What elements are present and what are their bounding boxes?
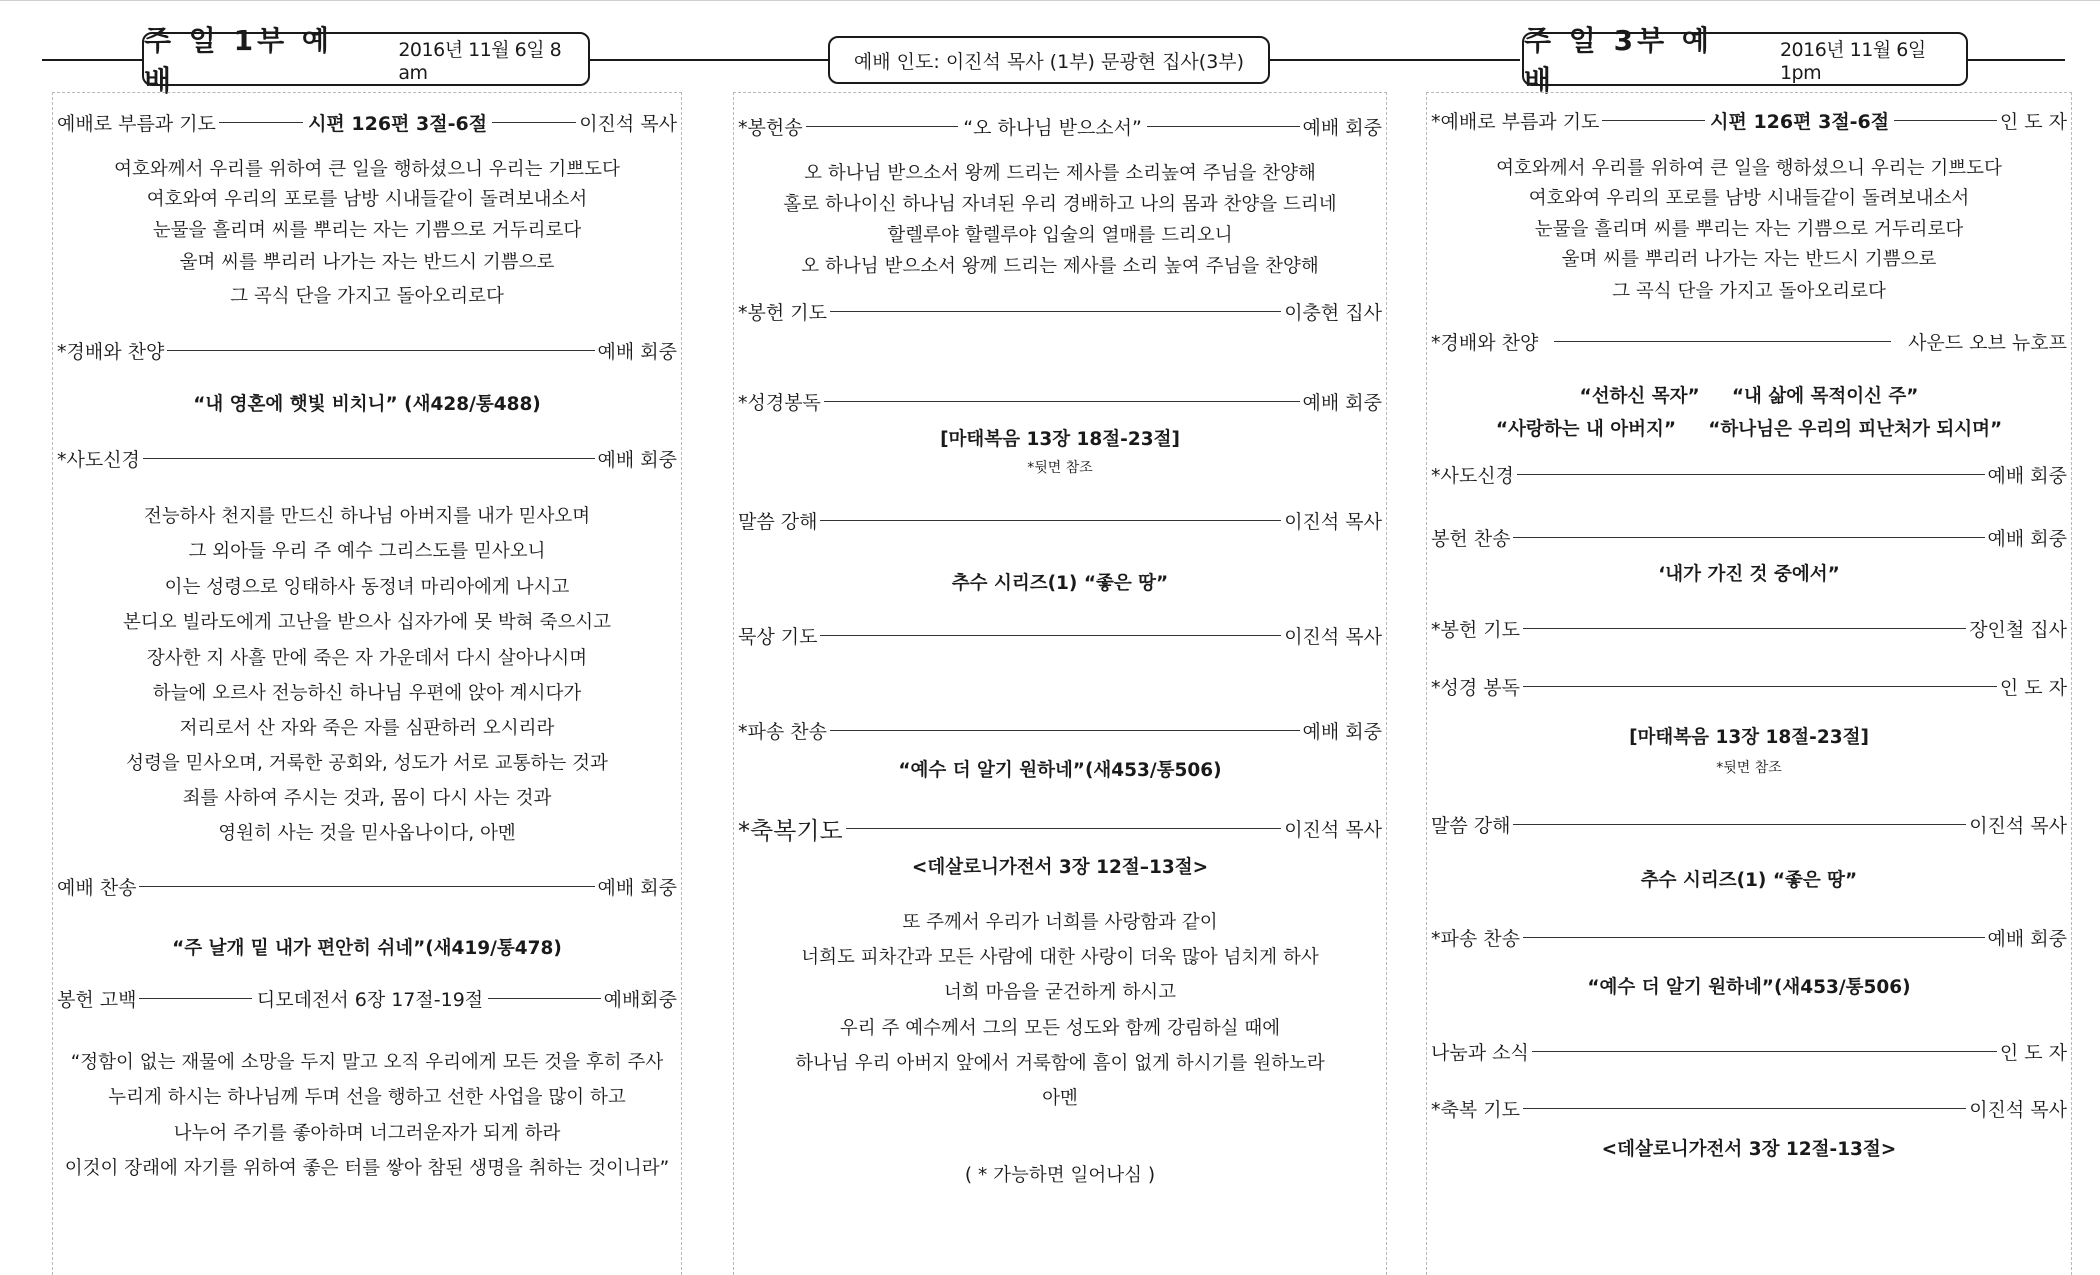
- leader-name: 이진석 목사: [579, 113, 678, 135]
- benediction-line: 아멘: [1042, 1088, 1078, 1109]
- praise-songs: “선하신 목자” “내 삶에 목적이신 주”: [1579, 386, 1919, 407]
- creed-line: 영원히 사는 것을 믿사옵나이다, 아멘: [218, 823, 516, 844]
- leader-name: 예배 회중: [597, 877, 677, 899]
- leader-name: 이진석 목사: [1284, 819, 1382, 841]
- offering-song-row: *봉헌송 “오 하나님 받으소서” 예배 회중: [738, 113, 1382, 140]
- praise-row: *경배와 찬양 사운드 오브 뉴호프: [1431, 328, 2067, 355]
- leader-line: [820, 520, 1281, 521]
- leader-name: 이진석 목사: [1969, 1099, 2067, 1121]
- service-3-date: 2016년 11월 6일 1pm: [1779, 38, 1926, 84]
- creed-line: 그 외아들 우리 주 예수 그리스도를 믿사오니: [188, 541, 546, 562]
- sermon-row: 말씀 강해 이진석 목사: [1431, 811, 2067, 838]
- leader-line: [139, 886, 594, 887]
- leader-line: [492, 122, 576, 123]
- leader-name: 이진석 목사: [1284, 511, 1382, 533]
- psalm-line: 여호와여 우리의 포로를 남방 시내들같이 돌려보내소서: [146, 189, 588, 210]
- call-to-worship-row: 예배로 부름과 기도 시편 126편 3절-6절 이진석 목사: [57, 109, 677, 136]
- creed-line: 이는 성령으로 잉태하사 동정녀 마리아에게 나시고: [164, 577, 570, 598]
- reading-note: *뒷면 참조: [1716, 760, 1782, 776]
- offering-prayer-row: *봉헌 기도 이충현 집사: [738, 298, 1382, 325]
- reading-note: *뒷면 참조: [1027, 460, 1093, 476]
- leader-line: [1517, 474, 1985, 475]
- leader-line: [806, 126, 959, 127]
- service-1-date: 2016년 11월 6일 8 am: [398, 38, 562, 84]
- worship-leader-text: 예배 인도: 이진석 목사 (1부) 문광현 집사(3부): [853, 50, 1245, 73]
- leader-line: [1147, 126, 1300, 127]
- offering-prayer-row: *봉헌 기도 장인철 집사: [1431, 615, 2067, 642]
- leader-name: 장인철 집사: [1969, 619, 2067, 641]
- leader-line: [1894, 120, 1997, 121]
- leader-line: [488, 998, 600, 999]
- standing-footnote: ( * 가능하면 일어나심 ): [964, 1165, 1156, 1186]
- creed-line: 하늘에 오르사 전능하신 하나님 우편에 앉아 계시다가: [152, 683, 582, 704]
- psalm-line: 울며 씨를 뿌리러 나가는 자는 반드시 기쁨으로: [1561, 249, 1937, 270]
- service-3-column: [1426, 92, 2072, 1275]
- creed-line: 성령을 믿사오며, 거룩한 공회와, 성도가 서로 교통하는 것과: [126, 753, 608, 774]
- leader-name: 예배 회중: [597, 449, 677, 471]
- sermon-row: 말씀 강해 이진석 목사: [738, 507, 1382, 534]
- psalm-line: 여호와께서 우리를 위하여 큰 일을 행하셨으니 우리는 기쁘도다: [114, 159, 620, 180]
- page-top-border: [0, 0, 2100, 1]
- offering-line: “정함이 없는 재물에 소망을 두지 말고 오직 우리에게 모든 것을 후히 주사: [70, 1052, 664, 1073]
- praise-songs: “사랑하는 내 아버지” “하나님은 우리의 피난처가 되시며”: [1495, 419, 2003, 440]
- leader-name: 인 도 자: [1999, 677, 2067, 699]
- hymn-song: “주 날개 밑 내가 편안히 쉬네”(새419/통478): [172, 938, 562, 959]
- offering-line: 누리게 하시는 하나님께 두며 선을 행하고 선한 사업을 많이 하고: [108, 1087, 626, 1108]
- leader-name: 예배회중: [603, 989, 678, 1011]
- announcements-row: 나눔과 소식 인 도 자: [1431, 1038, 2067, 1065]
- header-worship-leader-box: [828, 36, 1270, 84]
- leader-name: 예배 회중: [597, 341, 677, 363]
- leader-line: [139, 998, 251, 999]
- leader-line: [830, 311, 1281, 312]
- header-service-3-box: [1522, 24, 1968, 97]
- leader-name: 예배 회중: [1987, 465, 2067, 487]
- leader-line: [1602, 120, 1705, 121]
- leader-name: 예배 회중: [1987, 528, 2067, 550]
- creed-line: 전능하사 천지를 만드신 하나님 아버지를 내가 믿사오며: [143, 506, 591, 527]
- creed-line: 저리로서 산 자와 죽은 자를 심판하러 오시리라: [179, 718, 555, 739]
- apostles-creed-row: *사도신경 예배 회중: [57, 445, 677, 472]
- offering-line: 나누어 주기를 좋아하며 너그러운자가 되게 하라: [173, 1123, 561, 1144]
- leader-line: [1523, 628, 1966, 629]
- offering-song: ‘내가 가진 것 중에서”: [1658, 564, 1840, 585]
- leader-line: [824, 401, 1300, 402]
- leader-line: [1513, 824, 1966, 825]
- leader-line: [143, 458, 595, 459]
- leader-line: [1532, 1051, 1997, 1052]
- apostles-creed-row: *사도신경 예배 회중: [1431, 461, 2067, 488]
- scripture-reading-row: *성경 봉독 인 도 자: [1431, 673, 2067, 700]
- scripture-ref: 디모데전서 6장 17절-19절: [256, 989, 484, 1011]
- leader-line: [846, 828, 1281, 829]
- psalm-line: 그 곡식 단을 가지고 돌아오리로다: [1612, 281, 1886, 302]
- benediction-line: 너희도 피차간과 모든 사람에 대한 사랑이 더욱 많아 넘치게 하사: [801, 947, 1319, 968]
- benediction-line: 우리 주 예수께서 그의 모든 성도와 함께 강림하실 때에: [839, 1018, 1281, 1039]
- reading-reference: [마태복음 13장 18절-23절]: [1629, 727, 1869, 748]
- scripture-ref: 시편 126편 3절-6절: [1710, 111, 1890, 133]
- benediction-line: 또 주께서 우리가 너희를 사랑함과 같이: [902, 912, 1218, 933]
- leader-name: 예배 회중: [1302, 392, 1382, 414]
- leader-line: [167, 350, 594, 351]
- hymn-row: 예배 찬송 예배 회중: [57, 873, 677, 900]
- scripture-ref: 시편 126편 3절-6절: [308, 113, 488, 135]
- psalm-line: 울며 씨를 뿌리러 나가는 자는 반드시 기쁨으로: [179, 252, 555, 273]
- sending-song: “예수 더 알기 원하네”(새453/통506): [1587, 977, 1911, 998]
- benediction-reference: <데살로니가전서 3장 12절–13절>: [911, 857, 1209, 878]
- creed-line: 죄를 사하여 주시는 것과, 몸이 다시 사는 것과: [182, 788, 552, 809]
- offering-confession-row: 봉헌 고백 디모데전서 6장 17절-19절 예배회중: [57, 985, 677, 1012]
- header-rule-center: [1260, 59, 1520, 61]
- leader-line: [1523, 937, 1985, 938]
- sermon-title: 추수 시리즈(1) “좋은 땅”: [951, 573, 1169, 594]
- praise-song: “내 영혼에 햇빛 비치니” (새428/통488): [193, 394, 541, 415]
- leader-line: [1513, 537, 1984, 538]
- song-line: 오 하나님 받으소서 왕께 드리는 제사를 소리높여 주님을 찬양해: [804, 163, 1316, 184]
- benediction-line: 하나님 우리 아버지 앞에서 거룩함에 흠이 없게 하시기를 원하노라: [795, 1053, 1325, 1074]
- benediction-line: 너희 마음을 굳건하게 하시고: [943, 982, 1177, 1003]
- psalm-line: 여호와여 우리의 포로를 남방 시내들같이 돌려보내소서: [1528, 188, 1970, 209]
- creed-line: 본디오 빌라도에게 고난을 받으사 십자가에 못 박혀 죽으시고: [123, 612, 611, 633]
- reading-reference: [마태복음 13장 18절-23절]: [940, 429, 1180, 450]
- benediction-row: *축복기도 이진석 목사: [738, 817, 1382, 845]
- leader-line: [1523, 686, 1997, 687]
- leader-line: [219, 122, 303, 123]
- scripture-reading-row: *성경봉독 예배 회중: [738, 388, 1382, 415]
- call-to-worship-row: *예배로 부름과 기도 시편 126편 3절-6절 인 도 자: [1431, 107, 2067, 134]
- psalm-line: 여호와께서 우리를 위하여 큰 일을 행하셨으니 우리는 기쁘도다: [1496, 158, 2002, 179]
- leader-line: [830, 730, 1300, 731]
- leader-name: 예배 회중: [1302, 117, 1383, 139]
- sending-hymn-row: *파송 찬송 예배 회중: [738, 717, 1382, 744]
- silent-prayer-row: 묵상 기도 이진석 목사: [738, 622, 1382, 649]
- leader-name: 예배 회중: [1302, 721, 1382, 743]
- leader-name: 이진석 목사: [1284, 626, 1382, 648]
- benediction-row: *축복 기도 이진석 목사: [1431, 1095, 2067, 1122]
- song-line: 오 하나님 받으소서 왕께 드리는 제사를 소리 높여 주님을 찬양해: [801, 256, 1319, 277]
- leader-name: 이진석 목사: [1969, 815, 2067, 837]
- praise-row: *경배와 찬양 예배 회중: [57, 337, 677, 364]
- offering-hymn-row: 봉헌 찬송 예배 회중: [1431, 524, 2067, 551]
- center-column: [733, 92, 1387, 1275]
- leader-name: 예배 회중: [1987, 928, 2067, 950]
- leader-name: 이충현 집사: [1284, 302, 1382, 324]
- song-line: 홀로 하나이신 하나님 자녀된 우리 경배하고 나의 몸과 찬양을 드리네: [783, 194, 1337, 215]
- offering-line: 이것이 장래에 자기를 위하여 좋은 터를 쌓아 참된 생명을 취하는 것이니라”: [64, 1158, 670, 1179]
- song-title: “오 하나님 받으소서”: [963, 117, 1142, 139]
- leader-name: 사운드 오브 뉴호프: [1908, 332, 2067, 354]
- leader-line: [820, 635, 1281, 636]
- service-3-title: 주 일 3부 예 배: [1524, 24, 1713, 97]
- sending-hymn-row: *파송 찬송 예배 회중: [1431, 924, 2067, 951]
- psalm-line: 그 곡식 단을 가지고 돌아오리로다: [230, 286, 504, 307]
- song-line: 할렐루야 할렐루야 입술의 열매를 드리오니: [887, 225, 1233, 246]
- psalm-line: 눈물을 흘리며 씨를 뿌리는 자는 기쁨으로 거두리로다: [152, 220, 582, 241]
- benediction-reference: <데살로니가전서 3장 12절-13절>: [1601, 1139, 1897, 1160]
- service-1-title: 주 일 1부 예 배: [144, 24, 333, 97]
- creed-line: 장사한 지 사흘 만에 죽은 자 가운데서 다시 살아나시며: [146, 648, 588, 669]
- header-rule-right: [1965, 59, 2065, 61]
- leader-name: 인 도 자: [1999, 111, 2068, 133]
- psalm-line: 눈물을 흘리며 씨를 뿌리는 자는 기쁨으로 거두리로다: [1534, 219, 1964, 240]
- header-service-1-box: [142, 24, 590, 97]
- leader-name: 인 도 자: [1999, 1042, 2067, 1064]
- leader-line: [1523, 1108, 1966, 1109]
- service-1-column: [52, 92, 682, 1275]
- leader-line: [1554, 341, 1891, 342]
- sermon-title: 추수 시리즈(1) “좋은 땅”: [1640, 870, 1858, 891]
- sending-song: “예수 더 알기 원하네”(새453/통506): [898, 760, 1222, 781]
